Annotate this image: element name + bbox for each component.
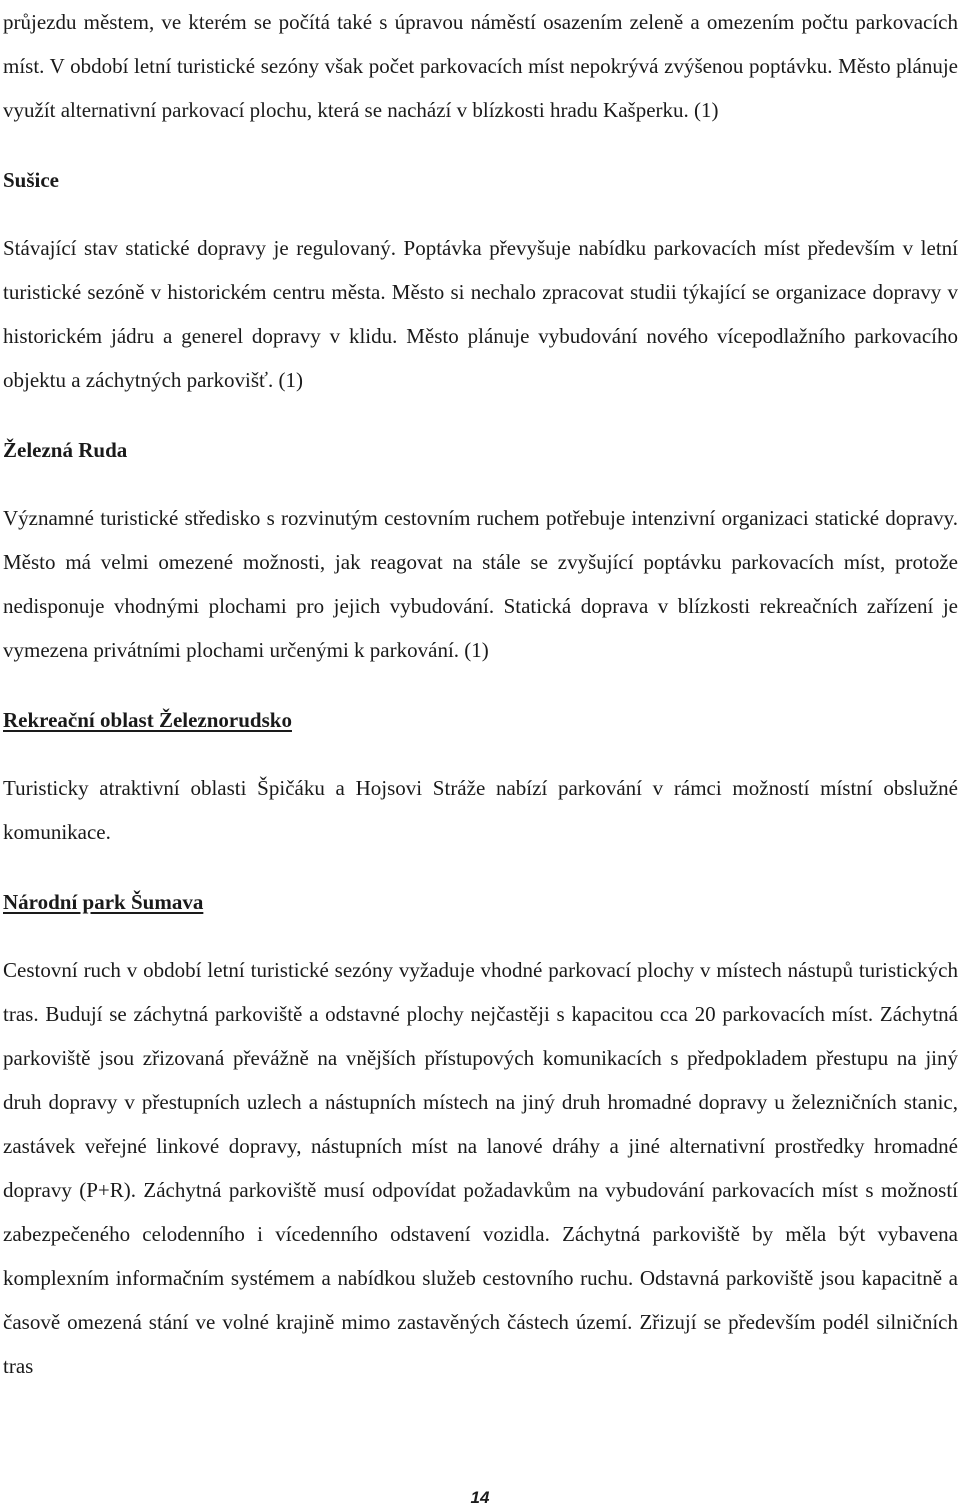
section-heading-zelezna-ruda: Železná Ruda <box>3 438 128 462</box>
intro-paragraph: průjezdu městem, ve kterém se počítá také s úpravou náměstí osazením zeleně a omezením počtu parkovacích míst. V období letní turistické sezóny však počet parkovacích míst nepokrývá zvýšenou poptávku. Město plánuje využít alternativní parkovací plochu, která se nachází v blízkosti hradu Kašperku. (1) <box>3 10 958 122</box>
section-paragraph-zeleznorudsko: Turisticky atraktivní oblasti Špičáku a Hojsovi Stráže nabízí parkování v rámci možností místní obslužné komunikace. <box>3 776 958 844</box>
document-page <box>3 0 958 1388</box>
page-number: 14 <box>470 1488 490 1507</box>
section-heading-susice: Sušice <box>3 168 60 192</box>
section-heading-zeleznorudsko: Rekreační oblast Železnorudsko <box>3 708 292 732</box>
section-heading-np-sumava: Národní park Šumava <box>3 890 204 914</box>
section-paragraph-zelezna-ruda: Významné turistické středisko s rozvinutým cestovním ruchem potřebuje intenzivní organizaci statické dopravy. Město má velmi omezené možnosti, jak reagovat na stále se zvyšující poptávku parkovacích míst, protože nedisponuje vhodnými plochami pro jejich vybudování. Statická doprava v blízkosti rekreačních zařízení je vymezena privátními plochami určenými k parkování. (1) <box>3 506 958 662</box>
section-paragraph-np-sumava: Cestovní ruch v období letní turistické sezóny vyžaduje vhodné parkovací plochy v místech nástupů turistických tras. Budují se záchytná parkoviště a odstavné plochy nejčastěji s kapacitou cca 20 parkovacích míst. Záchytná parkoviště jsou zřizovaná převážně na vnějších přístupových komunikacích s předpokladem přestupu na jiný druh dopravy v přestupních uzlech a nástupních místech na jiný druh hromadné dopravy u železničních stanic, zastávek veřejné linkové dopravy, nástupních míst na lanové dráhy a jiné alternativní prostředky hromadné dopravy (P+R). Záchytná parkoviště musí odpovídat požadavkům na vybudování parkovacích míst s možností zabezpečeného celodenního i vícedenního odstavení vozidla. Záchytná parkoviště by měla být vybavena komplexním informačním systémem a nabídkou služeb cestovního ruchu. Odstavná parkoviště jsou kapacitně a časově omezená stání ve volné krajině mimo zastavěných částech území. Zřizují se především podél silničních tras <box>3 958 958 1378</box>
section-paragraph-susice: Stávající stav statické dopravy je regulovaný. Poptávka převyšuje nabídku parkovacích míst především v letní turistické sezóně v historickém centru města. Město si nechalo zpracovat studii týkající se organizace dopravy v historickém jádru a generel dopravy v klidu. Město plánuje vybudování nového vícepodlažního parkovacího objektu a záchytných parkovišť. (1) <box>3 236 958 392</box>
